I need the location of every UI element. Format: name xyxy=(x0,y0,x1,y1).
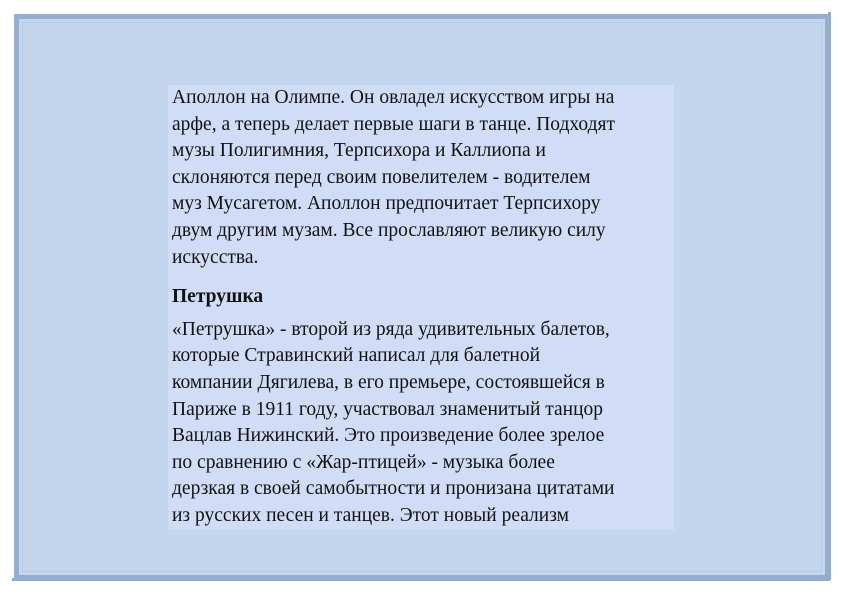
text-line: Вацлав Нижинский. Это произведение более зрелое xyxy=(172,425,605,447)
text-line: Аполлон на Олимпе. Он овладел искусством игры на xyxy=(172,87,615,108)
text-line: склоняются перед своим повелителем - водителем xyxy=(172,166,591,188)
text-line: по сравнению с «Жар-птицей» - музыка более xyxy=(172,451,555,473)
text-line: которые Стравинский написал для балетной xyxy=(172,345,541,367)
text-line: дерзкая в своей самобытности и пронизана цитатами xyxy=(172,478,615,500)
text-line: арфе, а теперь делает первые шаги в танце. Подходят xyxy=(172,113,616,135)
section-heading: Петрушка xyxy=(172,286,264,308)
text-line: «Петрушка» - второй из ряда удивительных балетов, xyxy=(172,318,610,340)
text-line: двум другим музам. Все прославляют великую силу xyxy=(172,219,606,241)
text-line: компании Дягилева, в его премьере, состоявшейся в xyxy=(172,371,605,393)
text-line: музы Полигимния, Терпсихора и Каллиопа и xyxy=(172,140,546,162)
text-box xyxy=(168,85,674,530)
text-line: искусства. xyxy=(172,246,259,268)
text-line: муз Мусагетом. Аполлон предпочитает Терпсихору xyxy=(172,193,601,215)
paragraph-apollo xyxy=(172,85,670,271)
text-line: из русских песен и танцев. Этот новый реализм xyxy=(172,504,569,526)
text-line: Париже в 1911 году, участвовал знаменитый танцор xyxy=(172,398,604,420)
paragraph-petrushka xyxy=(172,317,670,530)
